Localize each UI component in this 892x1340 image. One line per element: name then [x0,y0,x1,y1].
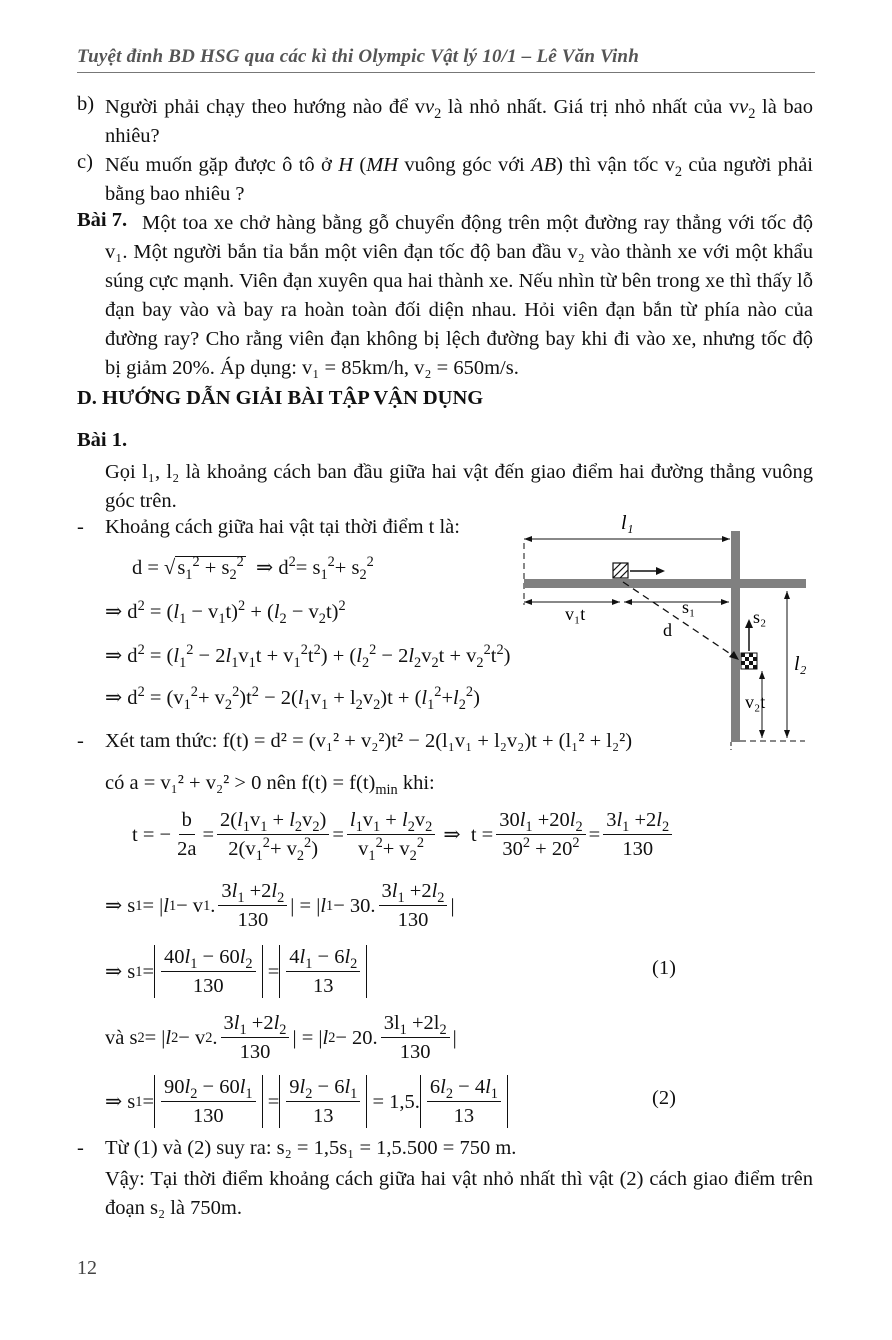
distance-d-line [623,582,735,657]
item-c-label: c) [77,151,93,173]
result-2: Vậy: Tại thời điểm khoảng cách giữa hai vật nhỏ nhất thì vật (2) cách giao điểm trên đoạn s₂ là 750m. [105,1168,813,1219]
header-rule [77,72,815,73]
label-d: d [663,620,672,640]
dash-2: - [77,730,84,752]
bai1-intro: Gọi l₁, l₂ là khoảng cách ban đầu giữa hai vật đến giao điểm hai đường thẳng vuông góc trên. [105,461,813,512]
dash-3: - [77,1137,84,1159]
eq-number-2: (2) [652,1087,676,1109]
horizontal-road [524,579,806,588]
vertical-road [731,531,740,742]
bullet-2: Xét tam thức: f(t) = d² = (v₁² + v₂²)t² − 2(l₁v₁ + l₂v₂)t + (l₁² + l₂²) [105,730,633,752]
eq-s1-b: ⇒ s 1 = $\frac{40l_1 - 60l_2}{130}$ = $\frac{4l_1 - 6l_2}{13}$ [105,945,367,998]
label-s2: s₂ [753,607,767,627]
eq-d2-2: ⇒ $d^2 = (l_1^2 - 2l_1v_1t + v_1^2t^2) + (l_2^2 - 2l_2v_2t + v_2^2t^2)$ [105,642,511,672]
label-l1: l₁ [621,512,634,534]
section-title: D. HƯỚNG DẪN GIẢI BÀI TẬP VẬN DỤNG [77,387,484,409]
label-v1t: v₁t [565,604,586,624]
eq-d2-1: ⇒ $d^2 = (l_1 - v_1t)^2 + (l_2 - v_2t)^2$ [105,598,346,628]
condition-line: có a = v₁² + v₂² > 0 nên $f(t) = f(t)_{min}$ khi: [105,772,435,799]
eq-s2-b: ⇒ s 1 = $\frac{90l_2 - 60l_1}{130}$ = $\frac{9l_2 - 6l_1}{13}$ = 1,5. $\frac{6l_2 - 4l_1}{13}$ [105,1075,508,1128]
eq-d-sqrt: $d = √s_1^2 + s_2^2$ ⇒ $d^2= s_1^2+ s_2^2$ [132,554,374,584]
object-2 [741,653,757,669]
label-s1: s₁ [682,597,696,617]
bullet-1: Khoảng cách giữa hai vật tại thời điểm t là: [105,516,460,538]
motion-diagram [515,505,815,750]
item-b-label: b) [77,93,95,115]
bai7-text: Một toa xe chở hàng bằng gỗ chuyển động trên một đường ray thẳng với tốc độ v₁. Một người bắn tỉa bắn một viên đạn tốc độ ban đầu v₂ vào thành xe với một khẩu súng cực mạnh. Viên đạn xuyên qua hai thành xe. Nếu nhìn từ bên trong xe thì thấy lỗ đạn bay vào và bay ra hoàn toàn đối diện nhau. Hỏi viên đạn bắn từ phía nào của đường ray? Cho rằng viên đạn không bị lệch đường bay khi đi vào xe, nhưng tốc độ bị giảm 20%. Áp dụng: v₁ = 85km/h, v₂ = 650m/s. [105,212,813,379]
eq-s1-a: ⇒ s 1 = | l 1 − v 1 . $\frac{3l_1 +2l_2}{130}$ | = | l 1 − 30. $\frac{3l_1 +2l_2}{130}$ | [105,880,455,931]
label-l2: l₂ [794,653,807,675]
item-c-text: Nếu muốn gặp được ô tô ở H (MH vuông góc với AB) thì vận tốc $v_2$ của người phải bằng bao nhiêu ? [105,154,813,205]
eq-t: t = − $\frac{b}{2a}$ = $\frac{2(l_1v_1 + l_2v_2)}{2(v_1^2+ v_2^2)}$ = $\frac{l_1v_1 + l_2v_2}{v_1^2+ v_2^2}$ ⇒ t = $\frac{30l_1 +20l_2}{30^2 + 20^2}$ = $\frac{3l_1 +2l_2}{130}$ [132,808,675,861]
l1-arrow-left [524,536,532,542]
l1-arrow-right [722,536,730,542]
dash-1: - [77,516,84,538]
result-1: Từ (1) và (2) suy ra: s₂ = 1,5s₁ = 1,5.500 = 750 m. [105,1137,517,1159]
label-v2t: v₂t [745,692,766,712]
item-b-text: Người phải chạy theo hướng nào để $vv_2$ là nhỏ nhất. Giá trị nhỏ nhất của $vv_2$ là bao nhiêu? [105,96,813,147]
bai1-label: Bài 1. [77,429,128,451]
eq-d2-3: ⇒ $d^2 = (v_1^2+ v_2^2)t^2 - 2(l_1v_1 + l_2v_2)t + (l_1^2+l_2^2)$ [105,684,480,714]
bai7-label: Bài 7. [77,209,128,231]
page-number: 12 [77,1257,97,1279]
running-header: Tuyệt đỉnh BD HSG qua các kì thi Olympic Vật lý 10/1 – Lê Văn Vinh [77,46,639,67]
eq-number-1: (1) [652,957,676,979]
eq-s2-a: và s 2 = | l 2 − v 2 . $\frac{3l_1 +2l_2}{130}$ | = | l 2 − 20. $\frac{3l_1 +2l_2}{130}$ | [105,1012,457,1063]
